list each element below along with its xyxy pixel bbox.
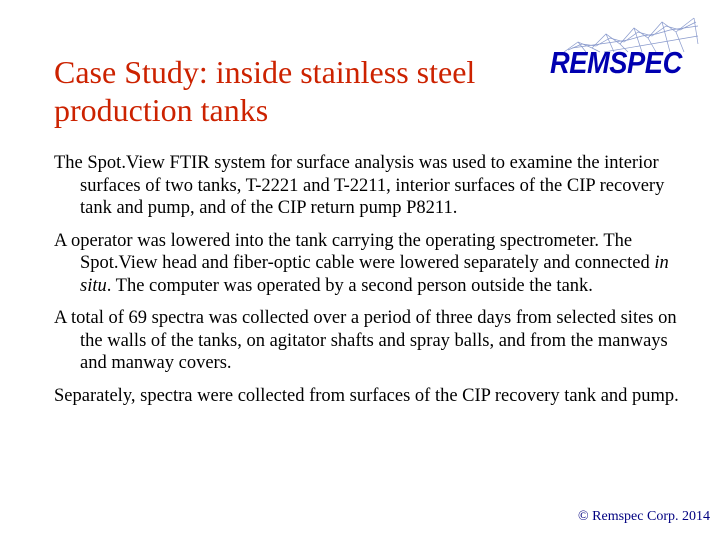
logo-wordmark: REMSPEC — [550, 45, 682, 80]
copyright-footer: © Remspec Corp. 2014 — [578, 509, 710, 524]
paragraph-operator-procedure — [54, 230, 684, 298]
paragraph-text-segment: A operator was lowered into the tank carrying the operating spectrometer. The Spot.View head and fiber-optic cable were lowered separately and connected — [54, 230, 655, 273]
remspec-logo — [544, 14, 700, 80]
paragraph-spectra-collection: A total of 69 spectra was collected over a period of three days from selected sites on the walls of the tanks, on agitator shafts and spray balls, and from the manways and manway covers. — [54, 308, 677, 373]
paragraph-cip-spectra: Separately, spectra were collected from surfaces of the CIP recovery tank and pump. — [54, 385, 679, 406]
italic-term: in situ — [80, 253, 669, 296]
slide-title: Case Study: inside stainless steel production tanks — [54, 54, 476, 128]
paragraph-system-overview: The Spot.View FTIR system for surface analysis was used to examine the interior surfaces of two tanks, T-2221 and T-2211, interior surfaces of the CIP recovery tank and pump, and of the CIP return pump P8211. — [54, 153, 665, 218]
slide-body — [54, 152, 684, 417]
paragraph-text-segment: . The computer was operated by a second person outside the tank. — [106, 275, 593, 296]
